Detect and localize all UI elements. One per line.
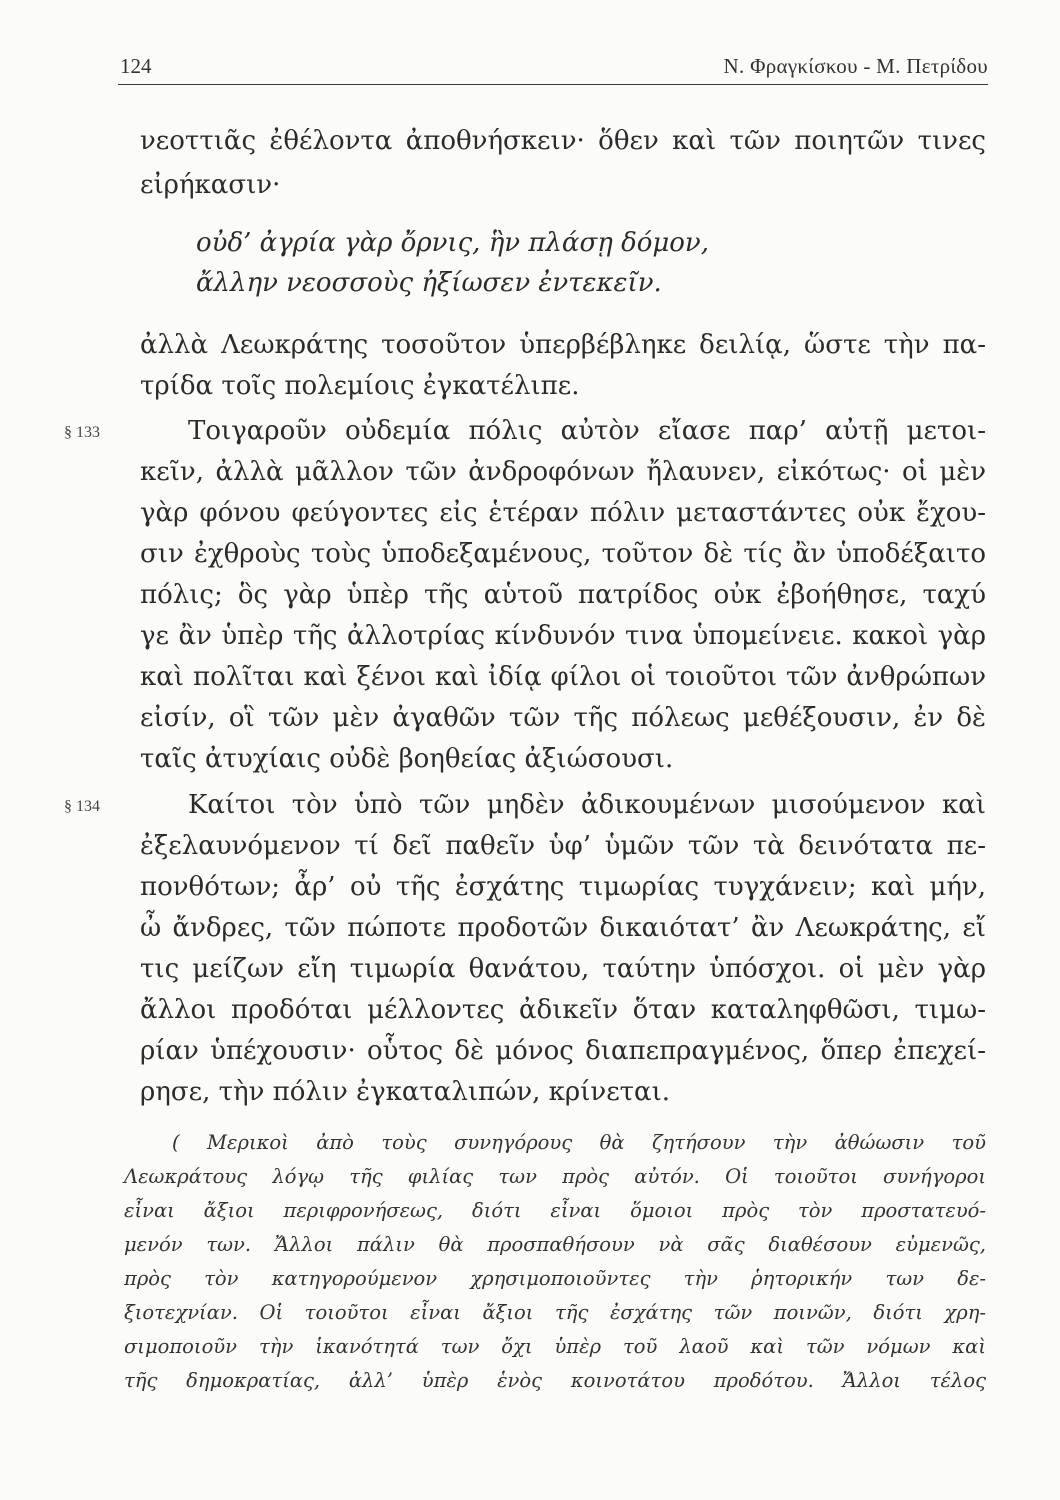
note-line: πρὸς τὸν κατηγορούμενον χρησιμοποιοῦντες τὴν ῥητορικήν των δε-: [124, 1267, 986, 1290]
text-line: ρησε, τὴν πόλιν ἐγκαταλιπών, κρίνεται.: [140, 1077, 671, 1107]
page-number: 124: [120, 54, 152, 78]
text-line: γε ἂν ὑπὲρ τῆς ἀλλοτρίας κίνδυνόν τινα ὑπομείνειε. κακοὶ γὰρ: [140, 621, 986, 651]
text-line: ἀλλὰ Λεωκράτης τοσοῦτον ὑπερβέβληκε δειλίᾳ, ὥστε τὴν πα-: [140, 330, 986, 360]
text-line: ἄλλοι προδόται μέλλοντες ἀδικεῖν ὅταν καταληφθῶσι, τιμω-: [140, 995, 986, 1025]
text-line: εἰρήκασιν·: [140, 170, 281, 200]
verse-line: ἄλλην νεοσσοὺς ἠξίωσεν ἐντεκεῖν.: [196, 268, 662, 298]
section-marker-134: § 134: [64, 798, 100, 815]
running-head-authors: Ν. Φραγκίσκου - Μ. Πετρίδου: [723, 54, 988, 78]
text-line: γὰρ φόνου φεύγοντες εἰς ἑτέραν πόλιν μεταστάντες οὐκ ἔχου-: [140, 498, 986, 528]
verse-line: οὐδ’ ἀγρία γὰρ ὄρνις, ἣν πλάσῃ δόμον,: [196, 228, 710, 258]
text-line: τρίδα τοῖς πολεμίοις ἐγκατέλιπε.: [140, 371, 580, 401]
page-header: [118, 50, 988, 85]
text-line: ρίαν ὑπέχουσιν· οὗτος δὲ μόνος διαπεπραγμένος, ὅπερ ἐπεχεί-: [140, 1036, 986, 1066]
text-line: Καίτοι τὸν ὑπὸ τῶν μηδὲν ἀδικουμένων μισούμενον καὶ: [188, 790, 986, 820]
text-line: καὶ πολῖται καὶ ξένοι καὶ ἰδίᾳ φίλοι οἱ τοιοῦτοι τῶν ἀνθρώπων: [140, 662, 986, 692]
note-line: σιμοποιοῦν τὴν ἱκανότητά των ὄχι ὑπὲρ τοῦ λαοῦ καὶ τῶν νόμων καὶ: [124, 1335, 986, 1358]
text-line: νεοττιᾶς ἐθέλοντα ἀποθνήσκειν· ὅθεν καὶ τῶν ποιητῶν τινες: [140, 126, 986, 156]
text-line: πόλις; ὃς γὰρ ὑπὲρ τῆς αὑτοῦ πατρίδος οὐκ ἐβοήθησε, ταχύ: [140, 580, 986, 610]
note-line: μενόν των. Ἄλλοι πάλιν θὰ προσπαθήσουν νὰ σᾶς διαθέσουν εὐμενῶς,: [124, 1233, 986, 1256]
text-line: ταῖς ἀτυχίαις οὐδὲ βοηθείας ἀξιώσουσι.: [140, 744, 674, 774]
note-line: ( Μερικοὶ ἀπὸ τοὺς συνηγόρους θὰ ζητήσουν τὴν ἀθώωσιν τοῦ: [172, 1131, 986, 1154]
text-line: ὦ ἄνδρες, τῶν πώποτε προδοτῶν δικαιότατ’ ἂν Λεωκράτης, εἴ: [140, 913, 986, 943]
text-line: ἐξελαυνόμενον τί δεῖ παθεῖν ὑφ’ ὑμῶν τῶν τὰ δεινότατα πε-: [140, 831, 986, 861]
section-marker-133: § 133: [64, 424, 100, 441]
note-line: ξιοτεχνίαν. Οἱ τοιοῦτοι εἶναι ἄξιοι τῆς ἐσχάτης τῶν ποινῶν, διότι χρη-: [124, 1301, 986, 1324]
note-line: Λεωκράτους λόγῳ τῆς φιλίας των πρὸς αὐτόν. Οἱ τοιοῦτοι συνήγοροι: [124, 1165, 986, 1188]
text-line: Τοιγαροῦν οὐδεμία πόλις αὐτὸν εἴασε παρ’ αὐτῇ μετοι-: [188, 416, 986, 446]
note-line: τῆς δημοκρατίας, ἀλλ’ ὑπὲρ ἑνὸς κοινοτάτου προδότου. Ἄλλοι τέλος: [124, 1369, 986, 1392]
text-line: εἰσίν, οἳ τῶν μὲν ἀγαθῶν τῶν τῆς πόλεως μεθέξουσιν, ἐν δὲ: [140, 703, 986, 733]
note-line: εἶναι ἄξιοι περιφρονήσεως, διότι εἶναι ὅμοιοι πρὸς τὸν προστατευό-: [124, 1199, 986, 1222]
text-line: σιν ἐχθροὺς τοὺς ὑποδεξαμένους, τοῦτον δὲ τίς ἂν ὑποδέξαιτο: [140, 539, 986, 569]
text-line: κεῖν, ἀλλὰ μᾶλλον τῶν ἀνδροφόνων ἤλαυνεν, εἰκότως· οἱ μὲν: [140, 457, 986, 487]
text-line: πονθότων; ἆρ’ οὐ τῆς ἐσχάτης τιμωρίας τυγχάνειν; καὶ μήν,: [140, 872, 986, 902]
text-line: τις μείζων εἴη τιμωρία θανάτου, ταύτην ὑπόσχοι. οἱ μὲν γὰρ: [140, 954, 986, 984]
